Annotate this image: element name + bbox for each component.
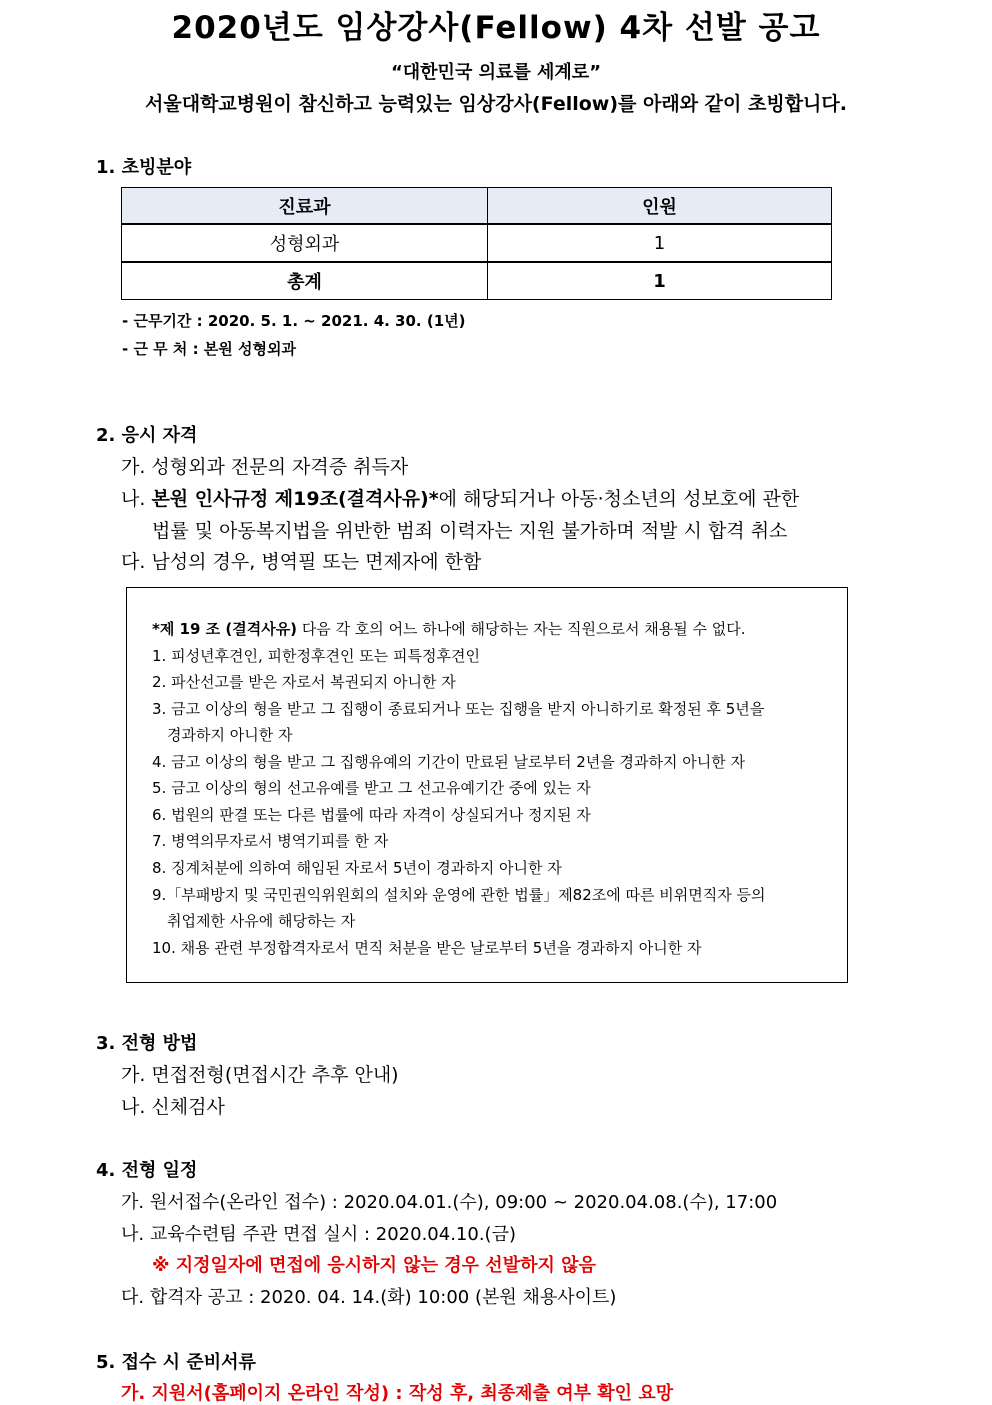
recruitment-table	[121, 187, 832, 300]
list-item: 10. 채용 관련 부정합격자로서 면직 처분을 받은 날로부터 5년을 경과하지 아니한 자	[152, 939, 702, 957]
table-cell: 1	[488, 224, 832, 262]
list-item: 6. 법원의 판결 또는 다른 법률에 따라 자격이 상실되거나 정지된 자	[152, 806, 591, 824]
qualification-b-bold: 본원 인사규정 제19조(결격사유)*	[151, 488, 439, 510]
table-total-value: 1	[488, 262, 832, 300]
qualification-b-line2: 법률 및 아동복지법을 위반한 범죄 이력자는 지원 불가하며 적발 시 합격 취소	[152, 520, 788, 542]
schedule-c: 다. 합격자 공고 : 2020. 04. 14.(화) 10:00 (본원 채용사이트)	[121, 1287, 617, 1308]
list-item: 2. 파산선고를 받은 자로서 복권되지 아니한 자	[152, 673, 456, 691]
list-item: 7. 병역의무자로서 병역기피를 한 자	[152, 832, 389, 850]
qualification-c: 다. 남성의 경우, 병역필 또는 면제자에 한함	[121, 551, 482, 573]
list-item: 경과하지 아니한 자	[167, 726, 293, 744]
box-heading-rest: 다음 각 호의 어느 하나에 해당하는 자는 직원으로서 채용될 수 없다.	[297, 620, 746, 638]
slogan: “대한민국 의료를 세계로”	[390, 62, 602, 83]
table-header-cell: 인원	[488, 188, 832, 225]
table-cell: 성형외과	[122, 224, 488, 262]
documents-a: 가. 지원서(홈페이지 온라인 작성) : 작성 후, 최종제출 여부 확인 요망	[121, 1383, 674, 1404]
schedule-b: 나. 교육수련팀 주관 면접 실시 : 2020.04.10.(금)	[121, 1224, 516, 1245]
list-item: 3. 금고 이상의 형을 받고 그 집행이 종료되거나 또는 집행을 받지 아니하기로 확정된 후 5년을	[152, 700, 765, 718]
list-item: 취업제한 사유에 해당하는 자	[167, 912, 356, 930]
page-title: 2020년도 임상강사(Fellow) 4차 선발 공고	[171, 10, 821, 46]
list-item: 5. 금고 이상의 형의 선고유예를 받고 그 선고유예기간 중에 있는 자	[152, 779, 591, 797]
intro-text: 서울대학교병원이 참신하고 능력있는 임상강사(Fellow)를 아래와 같이 초빙합니다.	[145, 93, 847, 115]
list-item: 4. 금고 이상의 형을 받고 그 집행유예의 기간이 만료된 날로부터 2년을 경과하지 아니한 자	[152, 753, 745, 771]
work-place: - 근 무 처 : 본원 성형외과	[122, 340, 296, 358]
selection-b: 나. 신체검사	[121, 1096, 225, 1118]
table-header-cell: 진료과	[122, 188, 488, 225]
qualification-b-prefix: 나.	[121, 488, 152, 510]
list-item: 9.「부패방지 및 국민권익위원회의 설치와 운영에 관한 법률」제82조에 따른 비위면직자 등의	[152, 886, 766, 904]
section-4-heading: 4. 전형 일정	[96, 1160, 198, 1181]
disqualification-box	[126, 587, 848, 983]
table-total-label: 총계	[122, 262, 488, 300]
schedule-a: 가. 원서접수(온라인 접수) : 2020.04.01.(수), 09:00 ~ 2020.04.08.(수), 17:00	[121, 1192, 778, 1213]
table-header-row	[122, 188, 832, 225]
section-3-heading: 3. 전형 방법	[96, 1033, 198, 1054]
box-heading	[152, 618, 746, 639]
selection-a: 가. 면접전형(면접시간 추후 안내)	[121, 1064, 399, 1086]
qualification-b	[121, 484, 799, 511]
work-period: - 근무기간 : 2020. 5. 1. ~ 2021. 4. 30. (1년)	[122, 312, 466, 330]
qualification-a: 가. 성형외과 전문의 자격증 취득자	[121, 456, 409, 478]
section-2-heading: 2. 응시 자격	[96, 425, 198, 446]
list-item: 8. 징계처분에 의하여 해임된 자로서 5년이 경과하지 아니한 자	[152, 859, 562, 877]
qualification-b-rest: 에 해당되거나 아동·청소년의 성보호에 관한	[438, 488, 800, 510]
section-5-heading: 5. 접수 시 준비서류	[96, 1352, 256, 1373]
table-total-row	[122, 262, 832, 300]
interview-warning: ※ 지정일자에 면접에 응시하지 않는 경우 선발하지 않음	[152, 1255, 596, 1276]
table-row	[122, 224, 832, 262]
box-heading-bold: *제 19 조 (결격사유)	[152, 620, 298, 638]
list-item: 1. 피성년후견인, 피한정후견인 또는 피특정후견인	[152, 647, 480, 665]
section-1-heading: 1. 초빙분야	[96, 157, 192, 178]
